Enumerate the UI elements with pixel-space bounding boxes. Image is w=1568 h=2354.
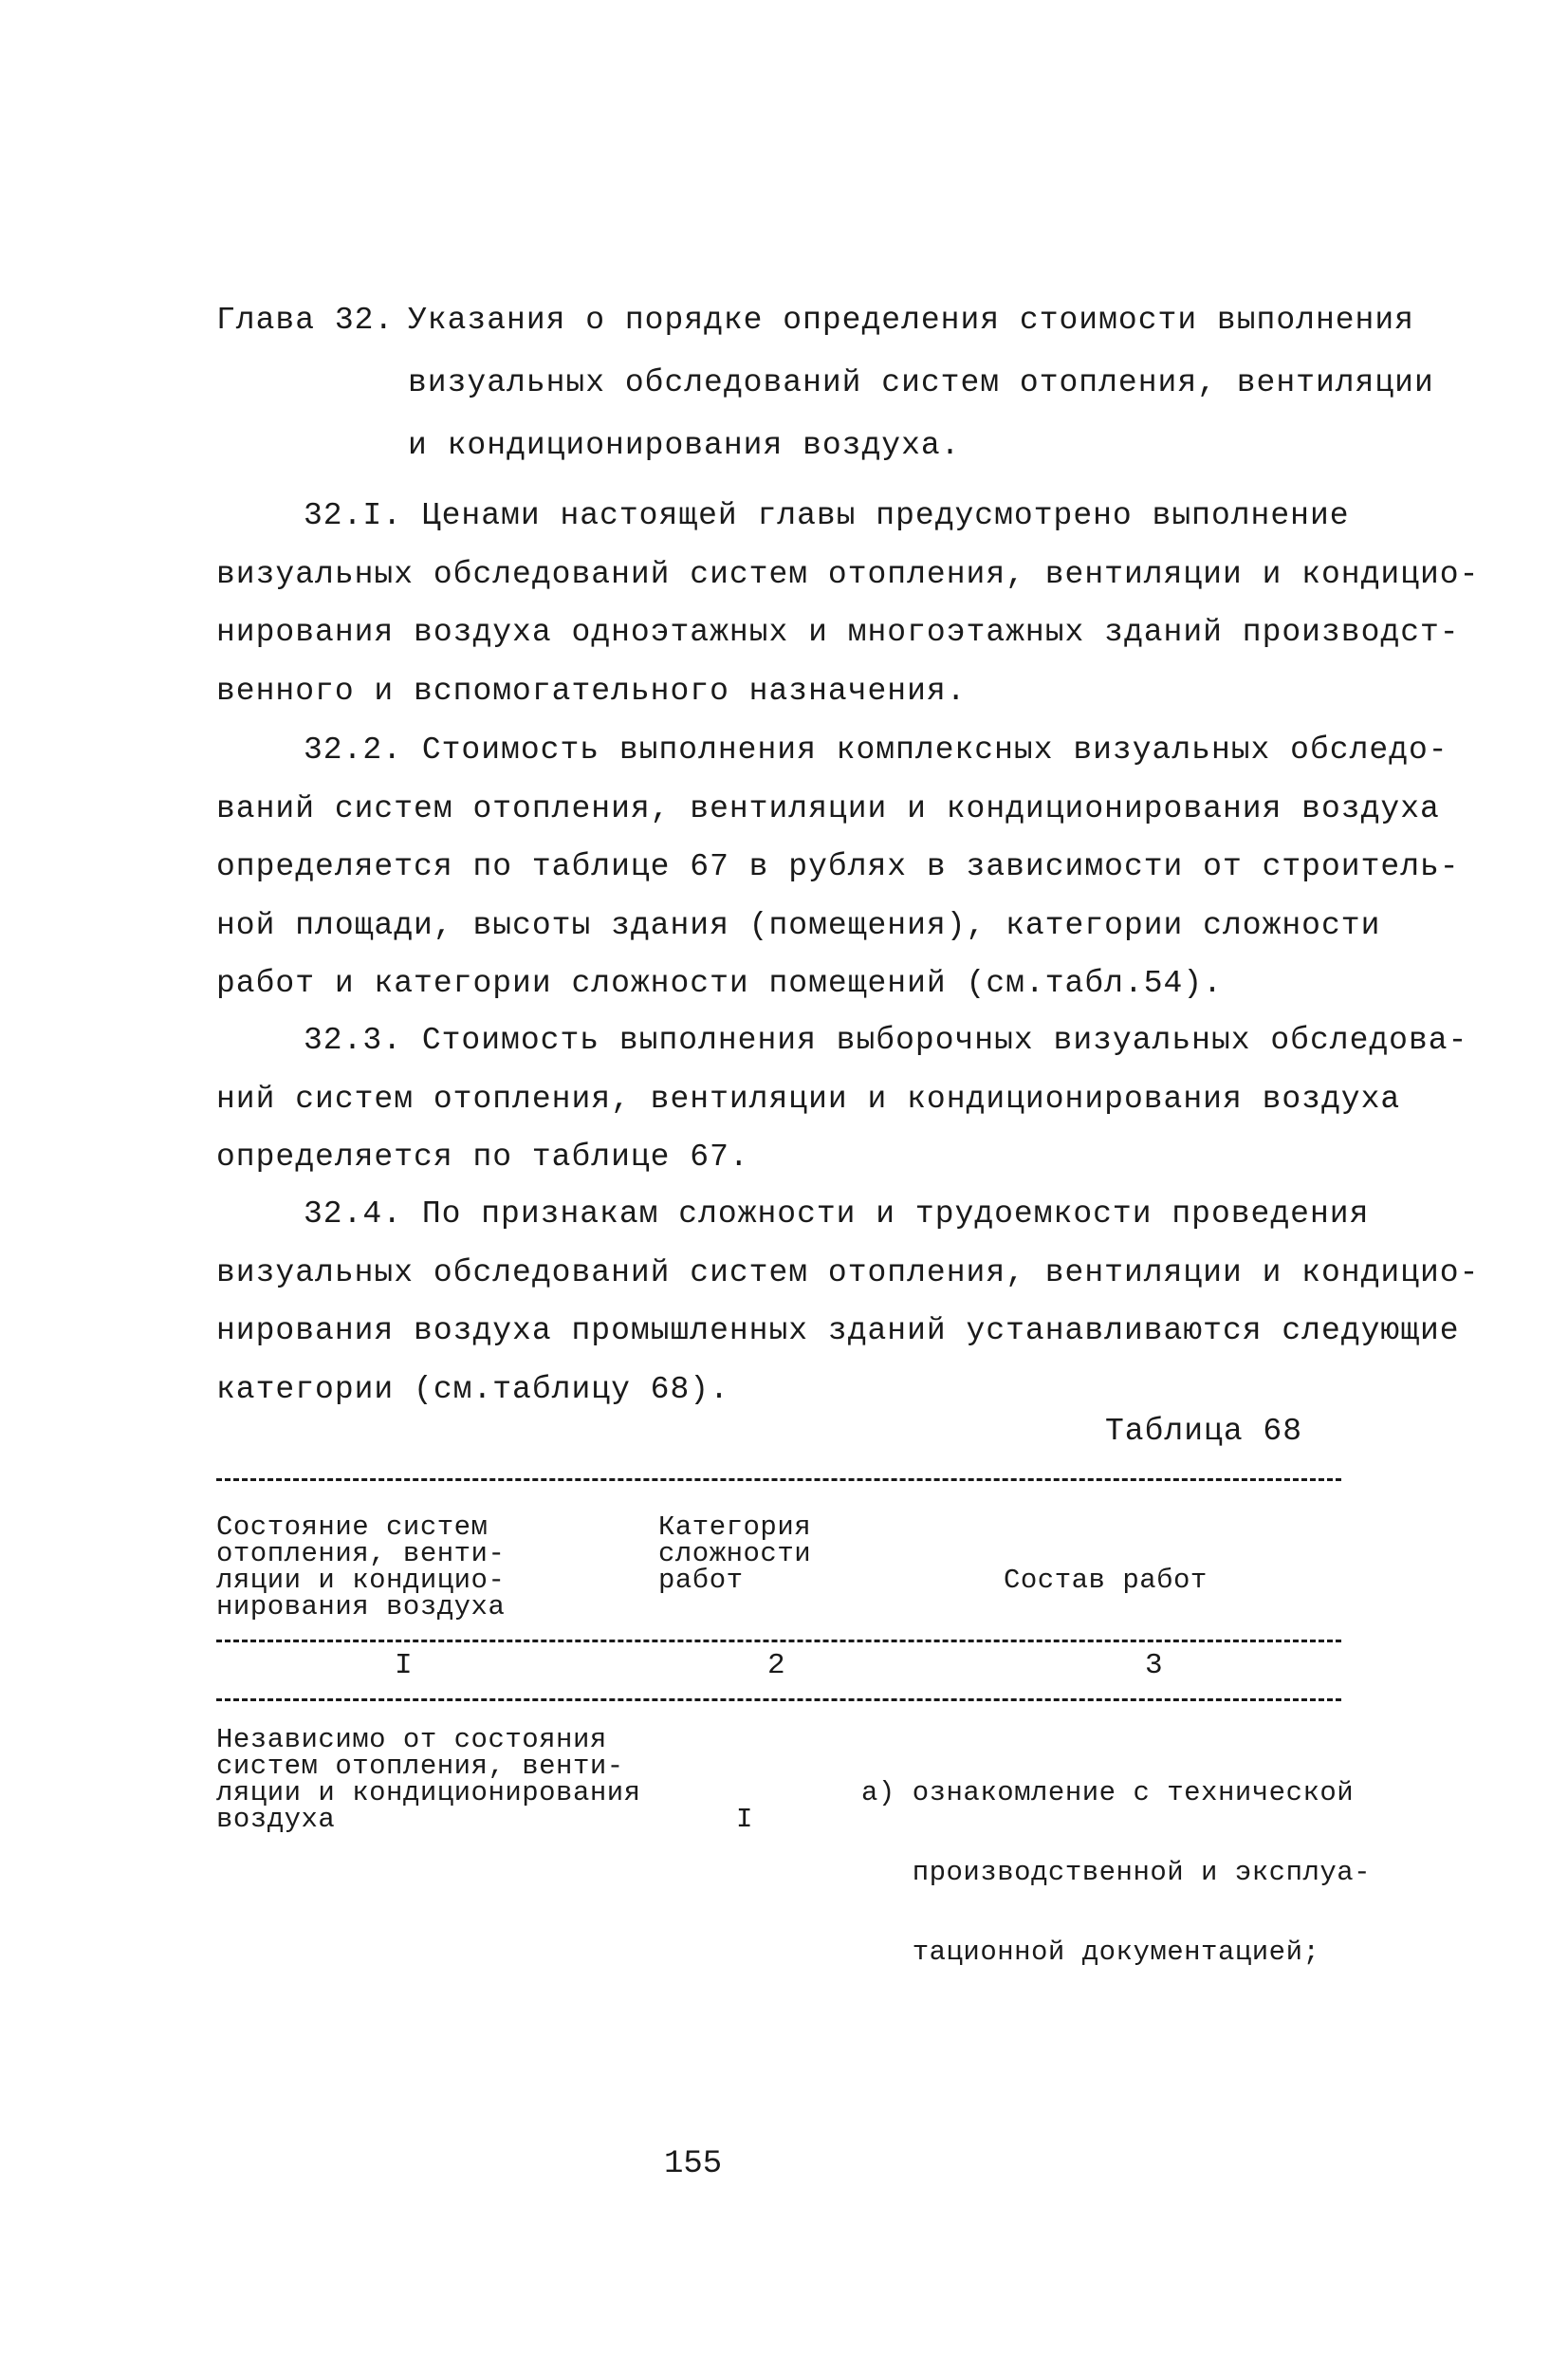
paragraph-line: определяется по таблице 67. <box>216 1140 749 1175</box>
chapter-title-line: и кондиционирования воздуха. <box>408 428 961 463</box>
chapter-title-line: визуальных обследований систем отопления, вентиляции <box>408 365 1434 400</box>
cell-line: систем отопления, венти- <box>216 1751 624 1782</box>
column-number: 3 <box>1145 1649 1163 1682</box>
cell-line: воздуха <box>216 1804 336 1835</box>
chapter-title <box>408 289 1434 477</box>
paragraph-32-4 <box>216 1185 1480 1418</box>
header-line: работ <box>658 1565 744 1596</box>
paragraph-line: 32.I. Ценами настоящей главы предусмотрено выполнение <box>304 498 1350 533</box>
paragraph-line: визуальных обследований систем отопления, вентиляции и кондицио- <box>216 1254 1480 1290</box>
paragraph-32-2 <box>216 721 1460 1013</box>
paragraph-32-3 <box>216 1011 1468 1187</box>
paragraph-line: 32.3. Стоимость выполнения выборочных визуальных обследова- <box>304 1023 1468 1058</box>
column-number: I <box>395 1649 413 1682</box>
paragraph-line: 32.4. По признакам сложности и трудоемкости проведения <box>304 1196 1370 1232</box>
paragraph-32-1 <box>216 487 1480 720</box>
cell-line: а) ознакомление с технической <box>861 1777 1355 1808</box>
header-line: Состав работ <box>1004 1565 1208 1596</box>
header-line: ляции и кондицио- <box>216 1565 506 1596</box>
paragraph-line: визуальных обследований систем отопления, вентиляции и кондицио- <box>216 556 1480 592</box>
paragraph-line: нирования воздуха промышленных зданий устанавливаются следующие <box>216 1313 1460 1348</box>
paragraph-line: определяется по таблице 67 в рублях в зависимости от строитель- <box>216 849 1460 884</box>
paragraph-line: категории (см.таблицу 68). <box>216 1371 729 1407</box>
header-line: сложности <box>658 1538 812 1569</box>
paragraph-line: 32.2. Стоимость выполнения комплексных визуальных обследо- <box>304 732 1448 768</box>
table-header-rule <box>216 1640 1341 1642</box>
paragraph-line: венного и вспомогательного назначения. <box>216 673 967 709</box>
page-number: 155 <box>664 2146 723 2182</box>
row-category: I <box>736 1804 753 1835</box>
cell-line: Независимо от состояния <box>216 1724 607 1755</box>
chapter-label: Глава 32. <box>216 303 395 338</box>
row-condition <box>216 1724 641 1835</box>
table-caption: Таблица 68 <box>1105 1414 1303 1449</box>
paragraph-line: ной площади, высоты здания (помещения), категории сложности <box>216 907 1381 943</box>
paragraph-line: работ и категории сложности помещений (см.табл.54). <box>216 966 1223 1001</box>
paragraph-line: ваний систем отопления, вентиляции и кондиционирования воздуха <box>216 790 1440 826</box>
header-line: нирования воздуха <box>216 1591 506 1622</box>
cell-line: производственной и эксплуа- <box>861 1857 1372 1888</box>
row-work <box>861 1727 1371 2019</box>
table-header-condition <box>216 1511 506 1622</box>
table-header-category <box>658 1511 812 1596</box>
table-numbers-rule <box>216 1698 1341 1701</box>
header-line: Категория <box>658 1511 812 1543</box>
header-line: отопления, венти- <box>216 1538 506 1569</box>
table-header-work <box>1004 1567 1208 1594</box>
cell-line: тационной документацией; <box>861 1937 1320 1968</box>
paragraph-line: нирования воздуха одноэтажных и многоэтажных зданий производст- <box>216 615 1460 650</box>
paragraph-line: ний систем отопления, вентиляции и кондиционирования воздуха <box>216 1081 1401 1117</box>
column-number: 2 <box>767 1649 785 1682</box>
header-line: Состояние систем <box>216 1511 489 1543</box>
chapter-title-line: Указания о порядке определения стоимости выполнения <box>408 303 1414 338</box>
table-top-rule <box>216 1478 1341 1481</box>
cell-line: ляции и кондиционирования <box>216 1777 641 1808</box>
